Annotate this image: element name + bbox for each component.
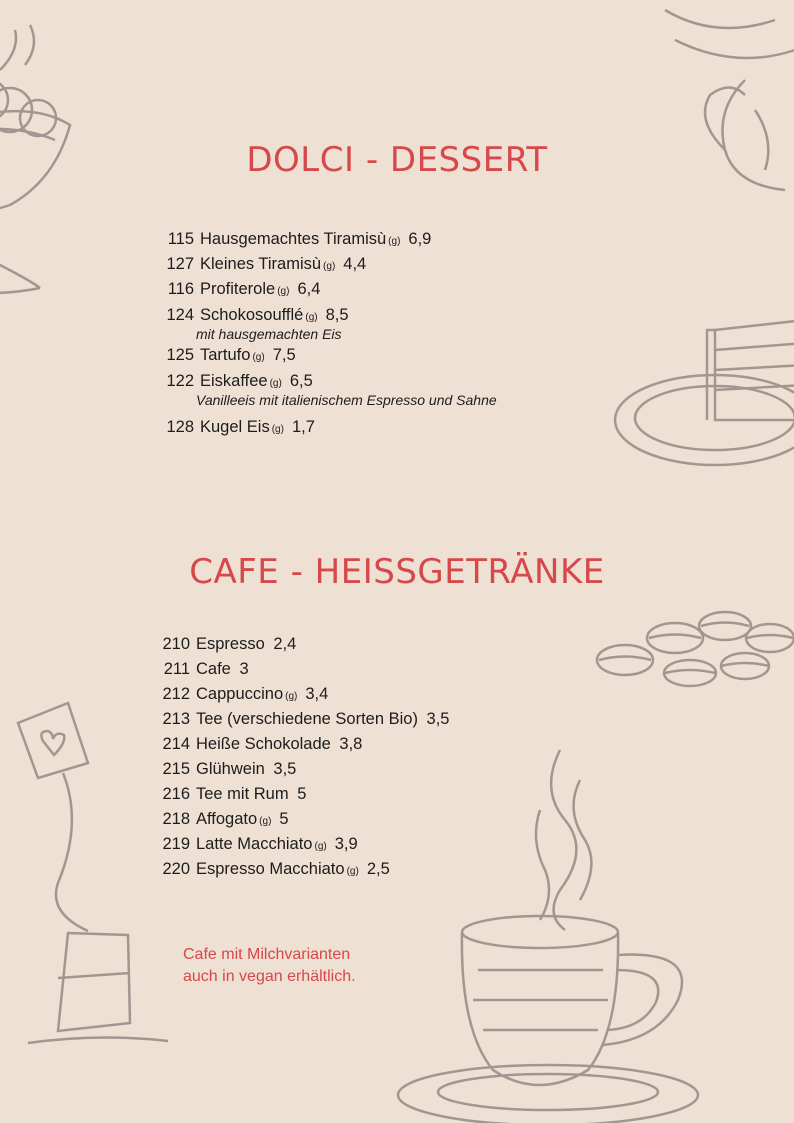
- item-price: 5: [297, 785, 307, 803]
- menu-item: [150, 372, 497, 408]
- item-name: Affogato: [196, 810, 258, 828]
- item-price: 3,8: [339, 735, 363, 753]
- item-num: 122: [166, 372, 194, 390]
- menu-item: [146, 735, 362, 754]
- item-name: Espresso Macchiato: [196, 860, 345, 878]
- menu-item: [150, 346, 296, 365]
- item-name: Heiße Schokolade: [196, 735, 331, 753]
- menu-item: [146, 635, 296, 654]
- item-description: mit hausgemachten Eis: [196, 326, 342, 342]
- vegan-note-line1: Cafe mit Milchvarianten: [183, 946, 351, 963]
- menu-item: [150, 418, 315, 437]
- item-num: 211: [163, 660, 190, 678]
- item-g: (g): [252, 352, 265, 363]
- item-name: Kugel Eis: [200, 418, 270, 436]
- item-price: 4,4: [343, 255, 367, 273]
- menu-item: [146, 685, 328, 704]
- item-num: 210: [162, 635, 190, 653]
- vegan-note: [183, 944, 356, 988]
- item-name: Hausgemachtes Tiramisù: [200, 230, 387, 248]
- steam-icon: [520, 750, 610, 930]
- item-g: (g): [346, 866, 359, 877]
- item-g: (g): [323, 261, 336, 272]
- item-num: 125: [166, 346, 194, 364]
- item-price: 3,5: [273, 760, 297, 778]
- item-g: (g): [285, 691, 298, 702]
- menu-item: [146, 760, 296, 779]
- cafe-heading: CAFE - HEISSGETRÄNKE: [189, 552, 605, 592]
- menu-item: [150, 230, 431, 249]
- item-num: 116: [167, 280, 194, 298]
- menu-item: [150, 280, 320, 299]
- menu-item: [146, 710, 449, 729]
- item-num: 124: [166, 306, 194, 324]
- item-num: 216: [162, 785, 190, 803]
- menu-item: [146, 810, 289, 829]
- item-g: (g): [305, 312, 318, 323]
- item-num: 220: [162, 860, 190, 878]
- cake-slice-icon: [615, 315, 794, 485]
- item-price: 3,5: [426, 710, 450, 728]
- item-g: (g): [388, 236, 401, 247]
- item-name: Tee mit Rum: [196, 785, 289, 803]
- item-price: 1,7: [291, 418, 315, 436]
- item-price: 6,4: [297, 280, 321, 298]
- item-name: Cafe: [196, 660, 231, 678]
- item-price: 5: [279, 810, 289, 828]
- item-price: 6,5: [289, 372, 313, 390]
- item-price: 3: [239, 660, 249, 678]
- item-num: 128: [166, 418, 194, 436]
- item-g: (g): [269, 378, 282, 389]
- menu-item: [150, 255, 366, 274]
- item-name: Schokosoufflé: [200, 306, 304, 324]
- item-price: 3,9: [334, 835, 358, 853]
- item-price: 8,5: [325, 306, 349, 324]
- item-num: 115: [167, 230, 194, 248]
- item-num: 218: [162, 810, 190, 828]
- item-g: (g): [259, 816, 272, 827]
- item-name: Cappuccino: [196, 685, 284, 703]
- item-name: Profiterole: [200, 280, 276, 298]
- dessert-heading: DOLCI - DESSERT: [246, 140, 548, 180]
- item-name: Eiskaffee: [200, 372, 268, 390]
- item-g: (g): [277, 286, 290, 297]
- menu-item: [146, 860, 390, 879]
- item-num: 219: [162, 835, 190, 853]
- item-price: 2,5: [366, 860, 390, 878]
- coffee-cup-icon: [398, 910, 738, 1123]
- item-price: 7,5: [272, 346, 296, 364]
- item-num: 212: [162, 685, 190, 703]
- item-name: Kleines Tiramisù: [200, 255, 322, 273]
- menu-item: [146, 660, 249, 679]
- item-num: 213: [162, 710, 190, 728]
- item-price: 2,4: [273, 635, 297, 653]
- item-g: (g): [314, 841, 327, 852]
- item-description: Vanilleeis mit italienischem Espresso und Sahne: [196, 392, 497, 408]
- item-price: 6,9: [408, 230, 432, 248]
- vegan-note-line2: auch in vegan erhältlich.: [183, 968, 356, 985]
- item-num: 127: [166, 255, 194, 273]
- coffee-beans-icon: [595, 598, 794, 693]
- item-name: Latte Macchiato: [196, 835, 313, 853]
- item-g: (g): [271, 424, 284, 435]
- item-price: 3,4: [305, 685, 329, 703]
- item-num: 215: [162, 760, 190, 778]
- item-name: Tee (verschiedene Sorten Bio): [196, 710, 418, 728]
- tea-bag-icon: [18, 703, 178, 1063]
- menu-item: [146, 785, 306, 804]
- item-name: Espresso: [196, 635, 265, 653]
- menu-item: [146, 835, 358, 854]
- item-name: Tartufo: [200, 346, 251, 364]
- item-num: 214: [162, 735, 190, 753]
- menu-item: [150, 306, 349, 342]
- item-name: Glühwein: [196, 760, 265, 778]
